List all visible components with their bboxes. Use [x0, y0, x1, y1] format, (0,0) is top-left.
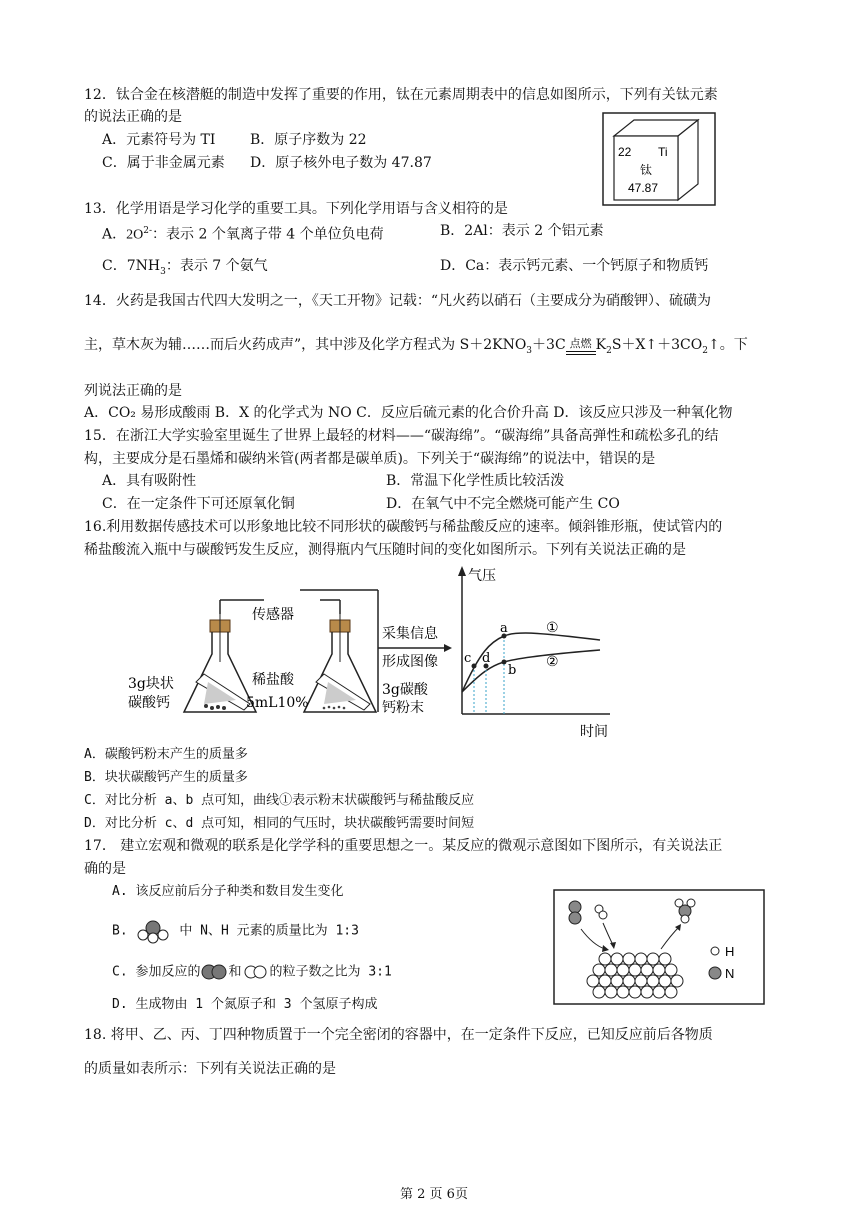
q17-stem-line2: 确的是: [84, 861, 126, 877]
curve-1-label: ①: [546, 620, 559, 636]
lump-caco3-label-1: 3g块状: [128, 676, 174, 692]
reaction-micro-diagram: [553, 889, 765, 1005]
y-axis-label: 气压: [468, 568, 496, 584]
q13-stem: 13．化学用语是学习化学的重要工具。下列化学用语与含义相符的是: [84, 201, 508, 217]
powder-caco3-label-2: 钙粉末: [382, 700, 424, 716]
q18-stem-line1: 18. 将甲、乙、丙、丁四种物质置于一个完全密闭的容器中，在一定条件下反应，已知反应前后各物质: [84, 1027, 713, 1043]
collect-info-label: 采集信息: [382, 626, 438, 642]
q15-option-d: D．在氧气中不完全燃烧可能产生 CO: [386, 496, 620, 512]
x-axis-label: 时间: [580, 724, 608, 740]
q16-stem-line2: 稀盐酸流入瓶中与碳酸钙发生反应，测得瓶内气压随时间的变化如图所示。下列有关说法正确的是: [84, 542, 686, 558]
q17-stem-line1: 17． 建立宏观和微观的联系是化学学科的重要思想之一。某反应的微观示意图如下图所示，有关说法正: [84, 838, 723, 854]
q17-option-c: C. 参加反应的 和 的粒子数之比为 3:1: [112, 962, 392, 982]
pressure-time-graph: [450, 562, 620, 742]
right-flask: [304, 614, 376, 712]
q17-option-b: B. 中 N、H 元素的质量比为 1:3: [112, 918, 359, 944]
catalyst-surface: [587, 953, 683, 998]
label-c: c: [464, 651, 472, 666]
titanium-element-card: [602, 112, 716, 206]
q13-option-d: D．Ca：表示钙元素、一个钙原子和物质钙: [440, 258, 709, 274]
element-mass: 47.87: [628, 181, 659, 195]
label-b: b: [508, 663, 517, 678]
q12-option-b: B．原子序数为 22: [250, 132, 367, 148]
hydrogen-molecule-icon: [242, 962, 270, 982]
q16-option-a: A．碳酸钙粉末产生的质量多: [84, 747, 248, 762]
element-name: 钛: [640, 163, 653, 177]
element-symbol: Ti: [658, 145, 668, 159]
q16-option-b: B．块状碳酸钙产生的质量多: [84, 770, 248, 785]
legend-n-label: N: [725, 966, 735, 981]
page-footer: 第 2 页 6页: [400, 1187, 468, 1202]
element-number: 22: [618, 145, 632, 159]
point-b: [502, 660, 507, 665]
q13-option-c: C．$7NH_3$：表示 7 个氨气: [102, 258, 268, 277]
q15-stem-line1: 15．在浙江大学实验室里诞生了世界上最轻的材料——“碳海绵”。“碳海绵”具备高弹性和疏松多孔的结: [84, 428, 719, 444]
q18-stem-line2: 的质量如表所示：下列有关说法正确的是: [84, 1061, 336, 1077]
curve-2-label: ②: [546, 654, 559, 670]
acid-label-2: 5mL10%: [246, 695, 309, 711]
q12-option-d: D．原子核外电子数为 47.87: [250, 155, 432, 171]
q14-stem-line1: 14．火药是我国古代四大发明之一，《天工开物》记载：“凡火药以硝石（主要成分为硝酸钾）、硫磺为: [84, 293, 711, 309]
q15-option-b: B．常温下化学性质比较活泼: [386, 473, 565, 489]
q17-option-a: A. 该反应前后分子种类和数目发生变化: [112, 884, 344, 899]
q16-option-d: D．对比分析 c、d 点可知，相同的气压时，块状碳酸钙需要时间短: [84, 816, 475, 831]
legend-h-label: H: [725, 944, 735, 959]
reaction-condition: 点燃: [566, 351, 596, 360]
q17-option-d: D. 生成物由 1 个氮原子和 3 个氢原子构成: [112, 997, 378, 1012]
q15-option-c: C．在一定条件下可还原氧化铜: [102, 496, 295, 512]
ammonia-molecule-icon: [135, 918, 171, 944]
q13-option-a: A．$2O^{2-}$：表示 2 个氧离子带 4 个单位负电荷: [102, 226, 384, 243]
q13-option-b: B．2Al：表示 2 个铝元素: [440, 223, 604, 239]
point-c: [472, 664, 477, 669]
q14-options: A．CO₂ 易形成酸雨 B．X 的化学式为 NO C．反应后硫元素的化合价升高 D．该反应只涉及一种氧化物: [84, 405, 733, 421]
legend-h-icon: [711, 947, 719, 955]
form-image-label: 形成图像: [382, 654, 438, 670]
q12-option-c: C．属于非金属元素: [102, 155, 225, 171]
q16-stem-line1: 16.利用数据传感技术可以形象地比较不同形状的碳酸钙与稀盐酸反应的速率。倾斜锥形瓶，使试管内的: [84, 519, 723, 535]
nitrogen-molecule-icon: [200, 962, 228, 982]
q12-option-a: A．元素符号为 TI: [102, 132, 216, 148]
q14-stem-line3: 列说法正确的是: [84, 383, 182, 399]
legend-n-icon: [709, 967, 721, 979]
q14-stem-line2: 主，草木灰为辅……而后火药成声”，其中涉及化学方程式为 $S+2KNO_3+3C$ 点燃 $K_2S+X↑+3CO_2↑$。下: [84, 336, 748, 360]
q15-stem-line2: 构，主要成分是石墨烯和碳纳米管(两者都是碳单质)。下列关于“碳海绵”的说法中，错误的是: [84, 451, 656, 467]
label-d: d: [482, 651, 491, 666]
q16-option-c: C．对比分析 a、b 点可知，曲线①表示粉末状碳酸钙与稀盐酸反应: [84, 793, 475, 808]
q12-stem-line2: 的说法正确的是: [84, 109, 182, 125]
q15-option-a: A．具有吸附性: [102, 473, 197, 489]
powder-caco3-label-1: 3g碳酸: [382, 682, 428, 698]
sensor-label: 传感器: [252, 607, 294, 623]
label-a: a: [500, 621, 508, 636]
q12-stem-line1: 12．钛合金在核潜艇的制造中发挥了重要的作用，钛在元素周期表中的信息如图所示，下列有关钛元素: [84, 87, 718, 103]
lump-caco3-label-2: 碳酸钙: [128, 695, 170, 711]
acid-label-1: 稀盐酸: [252, 672, 294, 688]
